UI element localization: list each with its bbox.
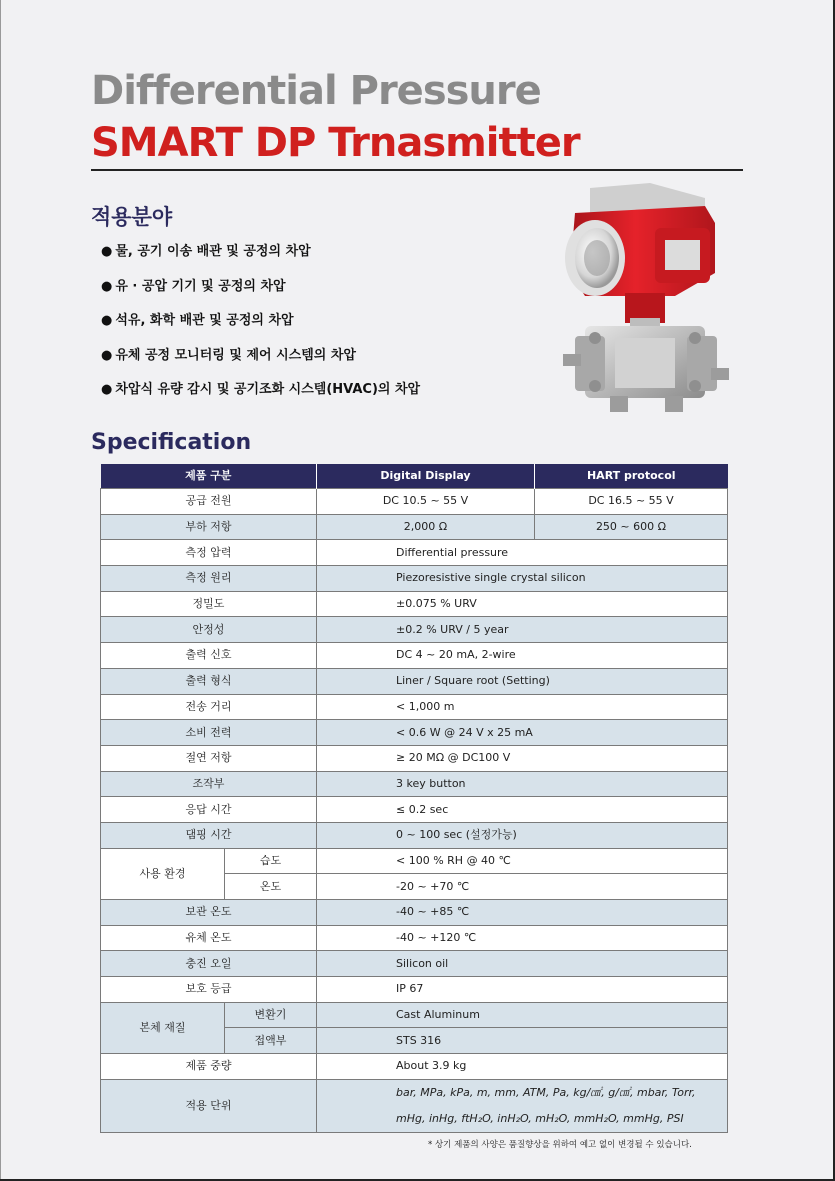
application-list: [101, 240, 420, 413]
table-row: 사용 환경 습도 < 100 % RH @ 40 ℃: [101, 848, 728, 874]
list-item: ● 유체 공정 모니터링 및 제어 시스템의 차압: [101, 344, 420, 379]
table-row: 온도 -20 ~ +70 ℃: [101, 874, 728, 900]
specification-heading: Specification: [91, 430, 252, 455]
table-row: 적용 단위 bar, MPa, kPa, m, mm, ATM, Pa, kg/㎠, g/㎠, mbar, Torr, mHg, inHg, ftH₂O, inH₂O, mH₂O, mmH₂O, mmHg, PSI: [101, 1079, 728, 1132]
list-item: ● 석유, 화학 배관 및 공정의 차압: [101, 309, 420, 344]
table-row: 안정성 ±0.2 % URV / 5 year: [101, 617, 728, 643]
list-item: ● 차압식 유량 감시 및 공기조화 시스템(HVAC)의 차압: [101, 378, 420, 413]
title-line2: SMART DP Trnasmitter: [91, 120, 580, 166]
table-row: 출력 신호 DC 4 ~ 20 mA, 2-wire: [101, 643, 728, 669]
table-row: 충진 오일 Silicon oil: [101, 951, 728, 977]
list-item: ● 유 · 공압 기기 및 공정의 차압: [101, 275, 420, 310]
table-row: 제품 중량 About 3.9 kg: [101, 1054, 728, 1080]
table-row: 본체 재질 변환기 Cast Aluminum: [101, 1002, 728, 1028]
table-row: 공급 전원 DC 10.5 ~ 55 V DC 16.5 ~ 55 V: [101, 489, 728, 515]
title-divider: [91, 169, 743, 171]
table-header-row: [101, 464, 728, 489]
specification-table: [100, 464, 728, 1133]
application-heading: 적용분야: [91, 205, 173, 229]
table-row: 정밀도 ±0.075 % URV: [101, 591, 728, 617]
units-line2: mHg, inHg, ftH₂O, inH₂O, mH₂O, mmH₂O, mmHg, PSI: [396, 1111, 684, 1125]
header-category: 제품 구분: [101, 464, 317, 489]
bullet-icon: ●: [101, 347, 113, 363]
table-row: 조작부 3 key button: [101, 771, 728, 797]
header-hart-protocol: HART protocol: [535, 464, 728, 489]
bullet-icon: ●: [101, 244, 113, 259]
table-row: 측정 압력 Differential pressure: [101, 540, 728, 566]
footnote: * 상기 제품의 사양은 품질향상을 위하여 예고 없이 변경될 수 있습니다.: [428, 1140, 692, 1150]
table-row: 응답 시간 ≤ 0.2 sec: [101, 797, 728, 823]
table-row: 출력 형식 Liner / Square root (Setting): [101, 668, 728, 694]
table-row: 댐핑 시간 0 ~ 100 sec (설정가능): [101, 822, 728, 848]
table-row: 절연 저항 ≥ 20 MΩ @ DC100 V: [101, 745, 728, 771]
table-row: 보호 등급 IP 67: [101, 977, 728, 1003]
header-digital-display: Digital Display: [317, 464, 535, 489]
table-row: 접액부 STS 316: [101, 1028, 728, 1054]
list-item: ● 물, 공기 이송 배관 및 공정의 차압: [101, 240, 420, 275]
bullet-icon: ●: [101, 313, 113, 328]
bullet-icon: ●: [101, 382, 113, 397]
transmitter-product-image: [555, 178, 735, 423]
table-row: 유체 온도 -40 ~ +120 ℃: [101, 925, 728, 951]
bullet-icon: ●: [101, 278, 113, 294]
table-row: 소비 전력 < 0.6 W @ 24 V x 25 mA: [101, 720, 728, 746]
table-row: 측정 원리 Piezoresistive single crystal silicon: [101, 566, 728, 592]
table-row: 부하 저항 2,000 Ω 250 ~ 600 Ω: [101, 514, 728, 540]
page-border-left: [0, 0, 1, 1181]
units-line1: bar, MPa, kPa, m, mm, ATM, Pa, kg/㎠, g/㎠, mbar, Torr,: [396, 1085, 696, 1099]
title-line1: Differential Pressure: [91, 68, 541, 114]
table-row: 보관 온도 -40 ~ +85 ℃: [101, 900, 728, 926]
table-row: 전송 거리 < 1,000 m: [101, 694, 728, 720]
